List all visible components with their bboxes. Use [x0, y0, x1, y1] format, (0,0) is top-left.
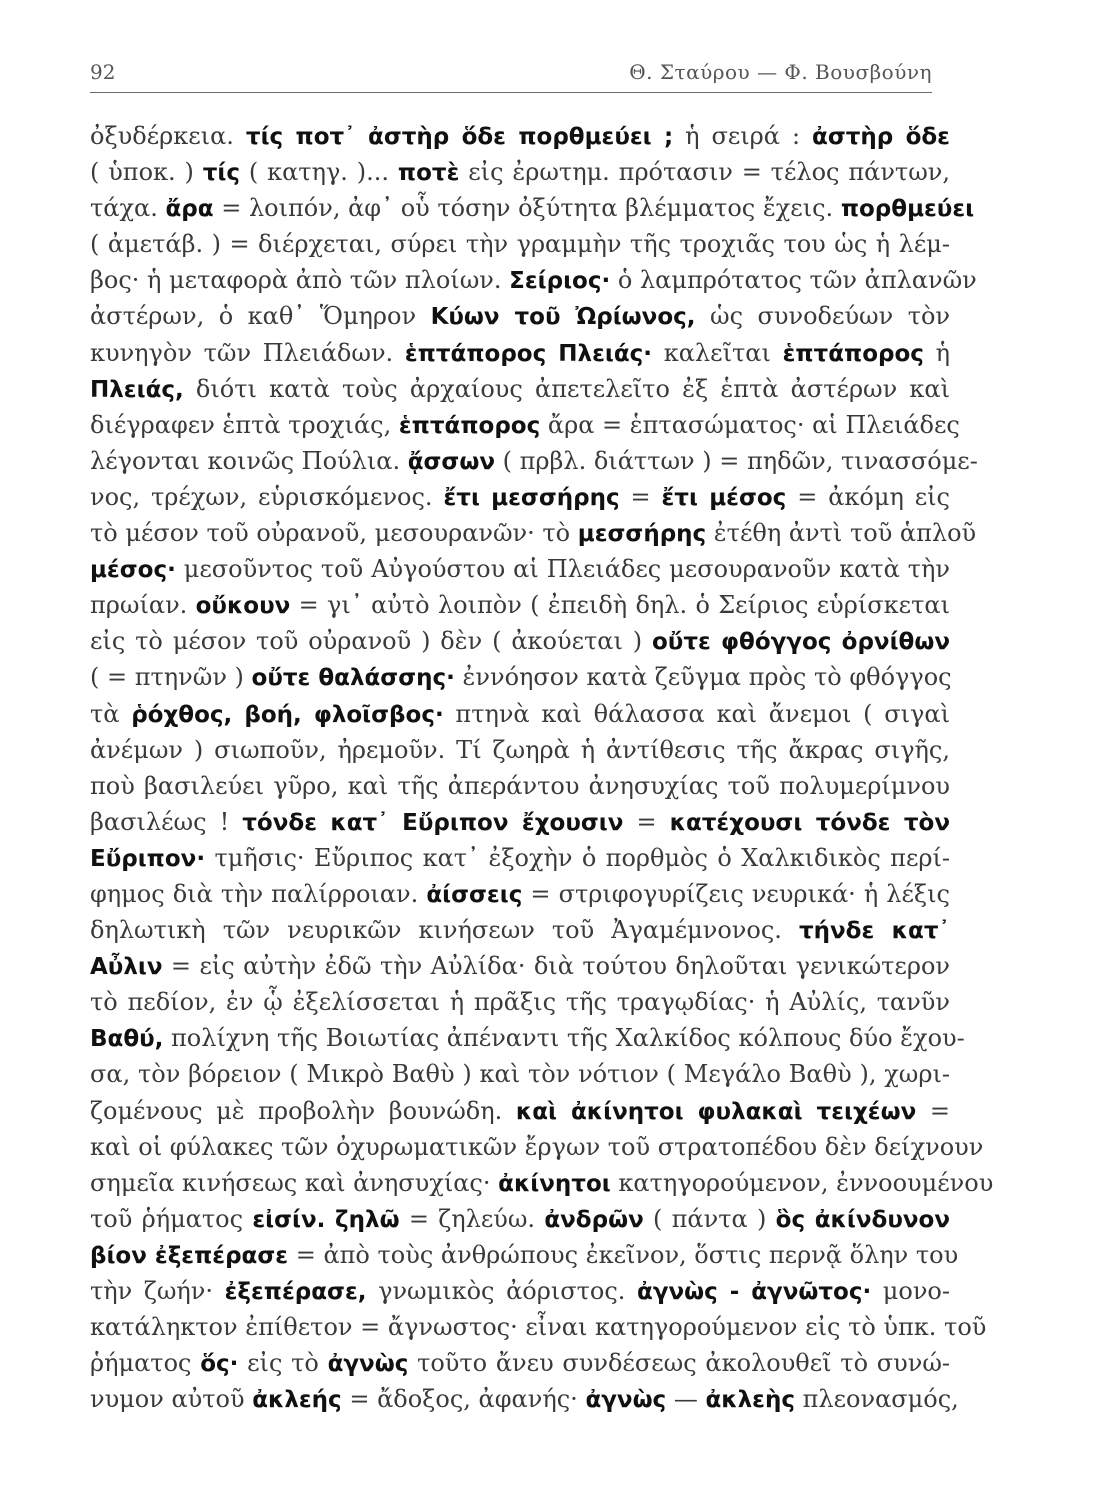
text-segment: ἡ: [923, 338, 950, 367]
text-segment: βος· ἡ μεταφορὰ ἀπὸ τῶν πλοίων.: [90, 266, 510, 295]
text-line: [90, 479, 950, 515]
text-line: [90, 659, 950, 695]
lemma-term: ῥόχθος, βοή, φλοῖσβος·: [131, 701, 444, 728]
lemma-term: Αὖλιν: [90, 954, 163, 981]
text-segment: καὶ οἱ φύλακες τῶν ὀχυρωματικῶν ἔργων τοῦ στρατοπέδου δὲν δείχνουν: [90, 1132, 984, 1161]
text-segment: =: [619, 482, 662, 511]
text-segment: βασιλέως !: [90, 807, 243, 836]
text-line: [90, 407, 960, 443]
text-segment: ὀξυδέρκεια.: [90, 122, 246, 150]
text-segment: τὸ μέσον τοῦ οὐρανοῦ, μεσουρανῶν· τὸ: [90, 519, 578, 548]
text-line: [90, 371, 950, 407]
text-segment: κατηγορούμενον, ἐννοουμένου: [610, 1168, 994, 1197]
lemma-term: Κύων τοῦ Ὠρίωνος,: [430, 304, 696, 331]
lemma-term: Πλειάς,: [90, 376, 184, 403]
text-segment: κατάληκτον ἐπίθετον = ἄγνωστος· εἶναι κατηγορούμενον εἰς τὸ ὑπκ. τοῦ: [90, 1313, 987, 1342]
text-segment: ( κατηγ. )...: [240, 158, 398, 187]
text-segment: διέγραφεν ἑπτὰ τροχιάς,: [90, 410, 399, 439]
text-segment: =: [623, 807, 670, 836]
text-segment: = ζηλεύω.: [399, 1204, 545, 1233]
text-segment: διότι κατὰ τοὺς ἀρχαίους ἀπετελεῖτο ἐξ ἑπτὰ ἀστέρων καὶ: [183, 374, 950, 403]
text-line: [90, 1381, 959, 1417]
lemma-term: μεσσήρης: [577, 521, 707, 548]
text-segment: ὁ λαμπρότατος τῶν ἀπλανῶν: [610, 266, 977, 295]
running-head: Θ. Σταύρου — Φ. Βουσβούνη: [629, 60, 932, 84]
text-line: [90, 262, 977, 298]
text-segment: τὰ: [90, 699, 132, 728]
text-line: [90, 298, 950, 334]
text-line: [90, 768, 950, 804]
lemma-term: ἑπτάπορος Πλειάς·: [404, 340, 653, 367]
text-segment: τὴν ζωήν·: [90, 1277, 225, 1305]
text-segment: ἐτέθη ἀντὶ τοῦ ἁπλοῦ: [706, 519, 977, 548]
text-segment: δηλωτικὴ τῶν νευρικῶν κινήσεων τοῦ Ἀγαμέμνονος.: [90, 916, 799, 945]
text-segment: πλεονασμός,: [794, 1385, 959, 1414]
text-line: [90, 1345, 950, 1381]
text-segment: νυμον αὐτοῦ: [90, 1385, 253, 1414]
lemma-term: τόνδε κατ᾽ Εὔριπον ἔχουσιν: [242, 809, 624, 836]
text-segment: = στριφογυρίζεις νευρικά· ἡ λέξις: [522, 879, 951, 908]
lemma-term: μέσος·: [90, 557, 176, 584]
text-line: [90, 876, 950, 912]
text-line: [90, 154, 950, 190]
lemma-term: ἀγνὼς - ἀγνῶτος·: [637, 1279, 872, 1305]
text-segment: = ἀκόμη εἰς: [786, 482, 951, 511]
text-segment: εἰς τὸ μέσον τοῦ οὐρανοῦ ) δὲν ( ἀκούεται ): [90, 627, 652, 656]
text-segment: τοῦ ῥήματος: [90, 1204, 253, 1233]
text-segment: ( ὑποκ. ): [90, 158, 203, 187]
lemma-term: ὃς ἀκίνδυνον: [775, 1206, 950, 1233]
lemma-term: οὔκουν: [195, 593, 291, 620]
page-header: [90, 52, 932, 93]
text-line: [90, 804, 950, 840]
lemma-term: τίς: [202, 160, 241, 187]
lemma-term: ποτὲ: [397, 160, 460, 187]
text-line: [90, 551, 950, 587]
text-segment: καλεῖται: [652, 338, 783, 367]
text-segment: = ἄδοξος, ἀφανής·: [341, 1385, 586, 1414]
text-segment: ῥήματος: [90, 1349, 201, 1378]
lemma-term: ἄρα: [165, 196, 214, 223]
text-segment: ( ἀμετάβ. ) = διέρχεται, σύρει τὴν γραμμὴν τῆς τροχιᾶς του ὡς ἡ λέμ-: [90, 230, 950, 259]
lemma-term: ἀγνὼς: [327, 1351, 409, 1378]
commentary-text: [90, 118, 994, 1417]
text-segment: σα, τὸν βόρειον ( Μικρὸ Βαθὺ ) καὶ τὸν νότιον ( Μεγάλο Βαθὺ ), χωρι-: [90, 1060, 950, 1089]
lemma-term: ἑπτάπορος: [398, 412, 541, 439]
lemma-term: ἔτι μεσσήρης: [443, 484, 620, 511]
text-line: [90, 1309, 987, 1345]
lemma-term: ἔτι μέσος: [661, 484, 787, 511]
text-segment: ἄρα = ἑπτασώματος· αἱ Πλειάδες: [540, 410, 960, 439]
text-segment: ( = πτηνῶν ): [90, 663, 252, 692]
text-line: [90, 1056, 950, 1092]
lemma-term: κατέχουσι τόνδε τὸν: [669, 809, 951, 836]
text-line: [90, 696, 950, 732]
lemma-term: ᾄσσων: [407, 448, 495, 475]
text-line: [90, 1273, 950, 1309]
lemma-term: ἀκλεής: [252, 1387, 342, 1414]
text-segment: πρωίαν.: [90, 591, 196, 620]
lemma-term: ἑπτάπορος: [782, 340, 924, 367]
text-segment: τάχα.: [90, 194, 166, 223]
text-segment: ἀνέμων ) σιωποῦν, ἠρεμοῦν. Τί ζωηρὰ ἡ ἀντίθεσις τῆς ἄκρας σιγῆς,: [90, 735, 950, 764]
text-line: [90, 118, 950, 154]
text-line: [90, 587, 950, 623]
lemma-term: βίον ἐξεπέρασε: [90, 1242, 289, 1269]
lemma-term: ἀκλεὴς: [705, 1387, 795, 1414]
lemma-term: Σείριος·: [509, 268, 611, 295]
lemma-term: τίς ποτ᾽ ἀστὴρ ὅδε πορθμεύει ;: [245, 124, 674, 150]
text-segment: ἀστέρων, ὁ καθ᾽ Ὅμηρον: [90, 302, 431, 331]
text-segment: εἰς τὸ: [238, 1349, 328, 1378]
text-segment: γνωμικὸς ἀόριστος.: [366, 1277, 638, 1305]
lemma-term: εἰσίν. ζηλῶ: [252, 1206, 400, 1233]
text-segment: πολίχνη τῆς Βοιωτίας ἀπέναντι τῆς Χαλκίδος κόλπους δύο ἔχου-: [163, 1024, 965, 1053]
text-segment: φημος διὰ τὴν παλίρροιαν.: [90, 879, 427, 908]
text-segment: τὸ πεδίον, ἐν ᾧ ἐξελίσσεται ἡ πρᾶξις τῆς τραγῳδίας· ἡ Αὐλίς, τανῦν: [90, 988, 950, 1017]
text-segment: τοῦτο ἄνευ συνδέσεως ἀκολουθεῖ τὸ συνώ-: [408, 1349, 951, 1378]
text-segment: = γι᾽ αὐτὸ λοιπὸν ( ἐπειδὴ δηλ. ὁ Σείριος εὑρίσκεται: [290, 591, 950, 620]
text-segment: = εἰς αὐτὴν ἐδῶ τὴν Αὐλίδα· διὰ τούτου δηλοῦται γενικώτερον: [162, 952, 950, 981]
text-segment: ( πάντα ): [643, 1204, 776, 1233]
text-line: [90, 515, 977, 551]
text-line: [90, 1237, 959, 1273]
text-line: [90, 1201, 950, 1237]
lemma-term: οὔτε θαλάσσης·: [251, 665, 455, 692]
text-segment: ποὺ βασιλεύει γῦρο, καὶ τῆς ἀπεράντου ἀνησυχίας τοῦ πολυμερίμνου: [90, 771, 950, 800]
text-line: [90, 335, 950, 371]
text-line: [90, 226, 950, 262]
text-line: [90, 732, 950, 768]
text-line: [90, 1020, 965, 1056]
text-line: [90, 1093, 950, 1129]
text-segment: ζομένους μὲ προβολὴν βουνώδη.: [90, 1096, 516, 1125]
text-line: [90, 1165, 994, 1201]
text-segment: = λοιπόν, ἀφ᾽ οὗ τόσην ὀξύτητα βλέμματος ἔχεις.: [213, 194, 841, 223]
text-line: [90, 840, 950, 876]
page-number: 92: [90, 60, 116, 84]
text-segment: νος, τρέχων, εὑρισκόμενος.: [90, 482, 444, 511]
text-segment: πτηνὰ καὶ θάλασσα καὶ ἄνεμοι ( σιγαὶ: [443, 699, 950, 728]
lemma-term: ἀνδρῶν: [544, 1206, 644, 1233]
text-segment: = ἀπὸ τοὺς ἀνθρώπους ἐκεῖνον, ὅστις περνᾷ ὅλην του: [288, 1240, 959, 1269]
text-segment: ( πρβλ. διάττων ) = πηδῶν, τινασσόμε-: [495, 446, 978, 475]
lemma-term: Εὔριπον·: [90, 845, 206, 872]
lemma-term: ἀίσσεις: [426, 881, 523, 908]
text-segment: λέγονται κοινῶς Πούλια.: [90, 446, 408, 475]
text-line: [90, 948, 950, 984]
text-segment: =: [916, 1096, 950, 1125]
text-line: [90, 1129, 984, 1165]
text-segment: ἐννόησον κατὰ ζεῦγμα πρὸς τὸ φθόγγος: [454, 663, 952, 692]
lemma-term: ἐξεπέρασε,: [224, 1279, 367, 1305]
text-line: [90, 443, 978, 479]
text-segment: μεσοῦντος τοῦ Αὐγούστου αἱ Πλειάδες μεσουρανοῦν κατὰ τὴν: [175, 555, 950, 584]
lemma-term: ὅς·: [200, 1351, 239, 1378]
text-segment: κυνηγὸν τῶν Πλειάδων.: [90, 338, 405, 367]
lemma-term: ἀστὴρ ὅδε: [812, 124, 950, 150]
text-segment: εἰς ἐρωτημ. πρότασιν = τέλος πάντων,: [459, 158, 950, 187]
text-segment: —: [666, 1385, 706, 1414]
lemma-term: ἀκίνητοι: [498, 1170, 611, 1197]
text-segment: μονο-: [871, 1277, 950, 1305]
lemma-term: Βαθύ,: [90, 1026, 164, 1053]
text-line: [90, 623, 950, 659]
lemma-term: τήνδε κατ᾽: [798, 918, 950, 945]
lemma-term: οὔτε φθόγγος ὀρνίθων: [651, 629, 950, 656]
lemma-term: πορθμεύει: [840, 196, 975, 223]
text-line: [90, 912, 950, 948]
text-line: [90, 190, 975, 226]
text-segment: ἡ σειρά :: [673, 122, 813, 150]
lemma-term: καὶ ἀκίνητοι φυλακαὶ τειχέων: [515, 1098, 917, 1125]
text-segment: σημεῖα κινήσεως καὶ ἀνησυχίας·: [90, 1168, 499, 1197]
lemma-term: ἀγνὼς: [585, 1387, 667, 1414]
text-segment: ὡς συνοδεύων τὸν: [695, 302, 951, 331]
text-segment: τμῆσις· Εὔριπος κατ᾽ ἐξοχὴν ὁ πορθμὸς ὁ Χαλκιδικὸς περί-: [205, 843, 950, 872]
text-line: [90, 984, 950, 1020]
